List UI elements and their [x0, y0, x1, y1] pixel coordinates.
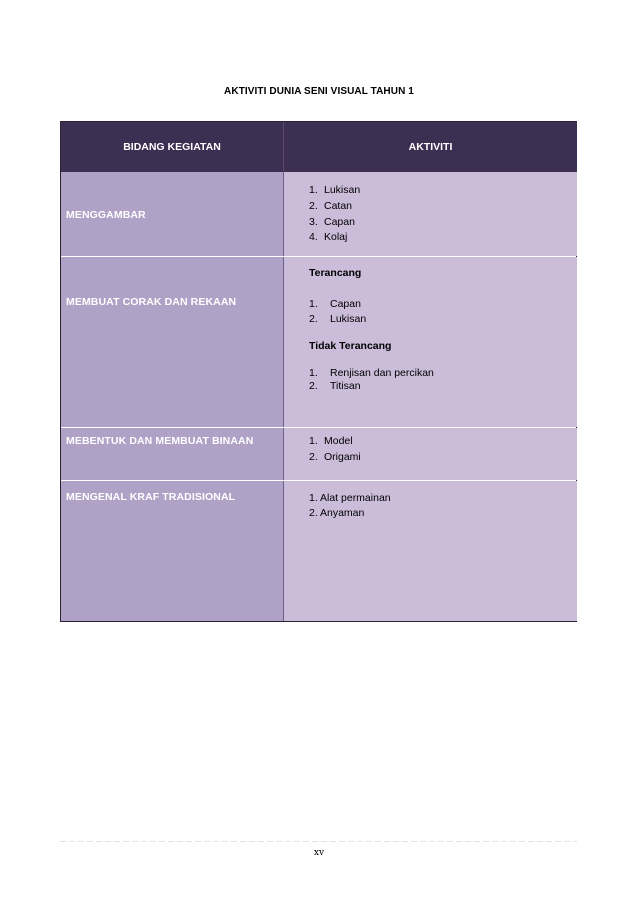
subheading-tidak-terancang: Tidak Terancang — [309, 340, 392, 352]
area-label-kraf: MENGENAL KRAF TRADISIONAL — [66, 491, 236, 503]
list-item: 2. Anyaman — [309, 507, 365, 519]
column-header-activity: AKTIVITI — [283, 122, 577, 172]
subheading-terancang: Terancang — [309, 267, 362, 279]
document-title: AKTIVITI DUNIA SENI VISUAL TAHUN 1 — [224, 86, 414, 97]
list-item: 1. Alat permainan — [309, 492, 391, 504]
list-item: 2. Catan — [309, 200, 353, 212]
table-row-2-area-cell — [61, 257, 283, 427]
list-item: 1. Model — [309, 435, 353, 447]
list-item: 2. Titisan — [309, 380, 361, 392]
list-item: 3. Capan — [309, 216, 355, 228]
list-item: 2. Lukisan — [309, 313, 367, 325]
area-label-menggambar: MENGGAMBAR — [66, 209, 146, 221]
list-item: 1. Lukisan — [309, 184, 361, 196]
list-item: 1. Capan — [309, 298, 361, 310]
column-header-area: BIDANG KEGIATAN — [61, 122, 283, 172]
footer-rule — [60, 841, 577, 842]
list-item: 1. Renjisan dan percikan — [309, 367, 434, 379]
area-label-binaan: MEBENTUK DAN MEMBUAT BINAAN — [66, 435, 254, 447]
activity-table — [60, 121, 577, 622]
list-item: 2. Origami — [309, 451, 361, 463]
area-label-corak-rekaan: MEMBUAT CORAK DAN REKAAN — [66, 296, 237, 308]
page-number: xv — [313, 848, 325, 858]
list-item: 4. Kolaj — [309, 231, 348, 243]
